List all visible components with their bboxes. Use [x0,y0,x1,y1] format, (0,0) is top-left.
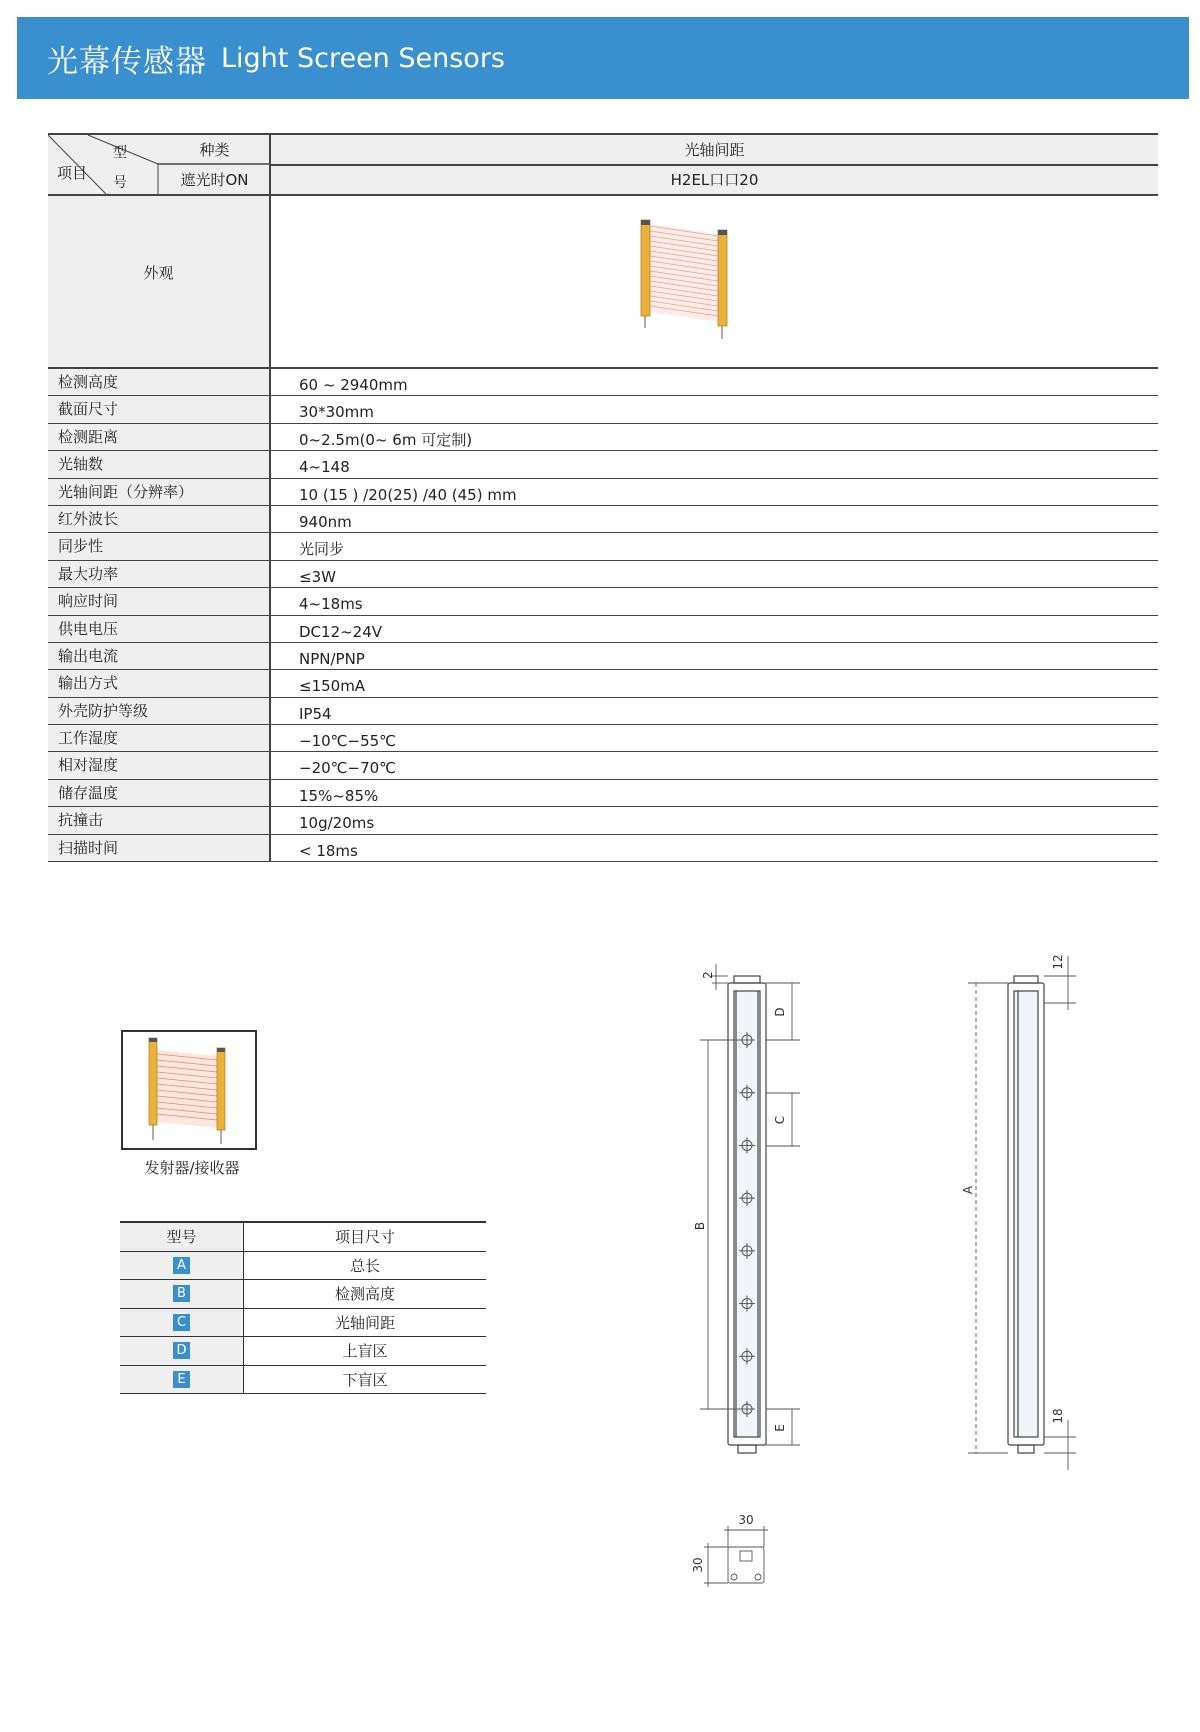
product-caption: 发射器/接收器 [144,1159,240,1177]
spec-value: 4~18ms [299,595,363,614]
spec-label: 检测高度 [48,369,271,395]
type-label: 种类 [199,141,230,159]
dim-label-D: D [773,1007,787,1017]
spec-value: < 18ms [299,841,358,860]
spec-row [48,780,1158,807]
dim-label-A: A [961,1185,975,1195]
spec-row [48,752,1158,779]
spec-label: 光轴数 [48,451,271,477]
spec-table [48,133,1158,862]
dimension-code-cell [120,1337,244,1365]
spec-label: 抗撞击 [48,807,271,833]
dim-label-B: B [693,1221,707,1231]
spec-label: 输出方式 [48,670,271,696]
spec-value: 60 ~ 2940mm [299,376,408,394]
spec-row [48,424,1158,451]
spec-row [48,479,1158,506]
type-value: 光轴间距 [684,141,745,159]
spec-row [48,369,1158,396]
spec-label: 光轴间距（分辨率） [48,479,271,505]
beam-marker [739,1296,755,1312]
spec-label: 储存温度 [48,780,271,806]
dimension-name: 上盲区 [342,1342,388,1361]
spec-value: IP54 [299,704,332,723]
spec-label: 输出电流 [48,643,271,669]
dim-label-C: C [773,1115,787,1125]
appearance-label-cell [48,196,271,367]
spec-value: DC12~24V [299,622,383,641]
spec-label: 截面尺寸 [48,396,271,422]
dim-label-top-right: 12 [1051,954,1065,970]
dimension-rows [120,1252,486,1395]
dimension-row [120,1337,486,1366]
spec-row [48,506,1158,533]
dimension-table-header [120,1221,486,1252]
dimension-code-badge: B [173,1285,190,1302]
spec-value: 10 (15 ) /20(25) /40 (45) mm [299,485,517,504]
dimension-name: 检测高度 [334,1285,395,1304]
dimension-code-badge: C [173,1314,190,1331]
beam-marker [739,1137,755,1153]
dimension-header-code: 型号 [120,1223,244,1251]
appearance-row [48,196,1158,369]
spec-label: 红外波长 [48,506,271,532]
dimension-table [120,1221,486,1394]
corner-model-label-2: 号 [113,175,127,191]
dimension-name: 总长 [349,1256,380,1275]
spec-label: 同步性 [48,533,271,559]
spec-value: 0~2.5m(0~ 6m 可定制) [299,430,473,449]
page-title-en: Light Screen Sensors [221,42,505,74]
spec-label: 工作湿度 [48,725,271,751]
dimension-code-cell [120,1366,244,1394]
spec-value: NPN/PNP [299,649,365,668]
spec-label: 最大功率 [48,561,271,587]
beam-marker [739,1032,755,1048]
spec-row [48,643,1158,670]
spec-row [48,588,1158,615]
dim-label-top-gap: 2 [701,971,715,979]
appearance-label: 外观 [143,264,174,282]
spec-value: 940nm [299,512,352,531]
spec-row [48,725,1158,752]
dimension-name: 下盲区 [342,1370,388,1389]
spec-value: ≤3W [299,567,336,586]
dimension-code-badge: E [173,1371,190,1388]
dim-label-E: E [773,1424,787,1432]
spec-value: −10℃−55℃ [299,732,397,751]
spec-label: 外壳防护等级 [48,698,271,724]
spec-label: 检测距离 [48,424,271,450]
dimension-code-cell [120,1252,244,1280]
light-curtain-image [638,218,738,343]
spec-row [48,561,1158,588]
dimension-code-badge: D [173,1342,190,1359]
dimension-header-name: 项目尺寸 [334,1228,395,1247]
dim-label-section-w: 30 [738,1513,754,1527]
mode-label: 遮光时ON [180,170,249,189]
beam-marker [739,1401,755,1417]
spec-row [48,807,1158,834]
spec-value: −20℃−70℃ [299,759,397,778]
page-title-zh: 光幕传感器 [47,43,207,80]
spec-row [48,533,1158,560]
dimension-code-cell [120,1280,244,1308]
dimension-code-badge: A [173,1257,190,1274]
corner-item-label: 项目 [56,163,87,182]
beam-marker [739,1085,755,1101]
spec-value: 30*30mm [299,403,374,422]
dimension-row [120,1252,486,1281]
dimension-row [120,1366,486,1395]
spec-value: ≤150mA [299,677,366,696]
dimension-row [120,1280,486,1309]
spec-value: 4~148 [299,458,350,477]
beam-marker [739,1190,755,1206]
spec-row [48,670,1158,697]
spec-label: 扫描时间 [48,835,271,861]
beam-marker [739,1348,755,1364]
spec-label: 相对湿度 [48,752,271,778]
spec-label: 响应时间 [48,588,271,614]
spec-value: 光同步 [299,540,345,559]
spec-row [48,451,1158,478]
spec-row [48,396,1158,423]
spec-label: 供电电压 [48,616,271,642]
dimension-code-cell [120,1309,244,1337]
spec-value: 15%~85% [299,786,379,805]
mode-value: H2EL口口20 [670,170,759,189]
dimension-name: 光轴间距 [334,1313,395,1332]
spec-row [48,835,1158,862]
beam-marker [739,1243,755,1259]
dim-label-bottom-right: 18 [1051,1408,1065,1424]
dim-label-section-h: 30 [691,1557,705,1573]
spec-table-header [48,133,1158,196]
spec-rows [48,369,1158,862]
spec-row [48,698,1158,725]
corner-model-label-1: 型 [113,145,127,161]
dimension-row [120,1309,486,1338]
header-banner [17,17,1189,99]
spec-value: 10g/20ms [299,814,375,833]
product-thumbnail [121,1030,257,1150]
spec-row [48,616,1158,643]
